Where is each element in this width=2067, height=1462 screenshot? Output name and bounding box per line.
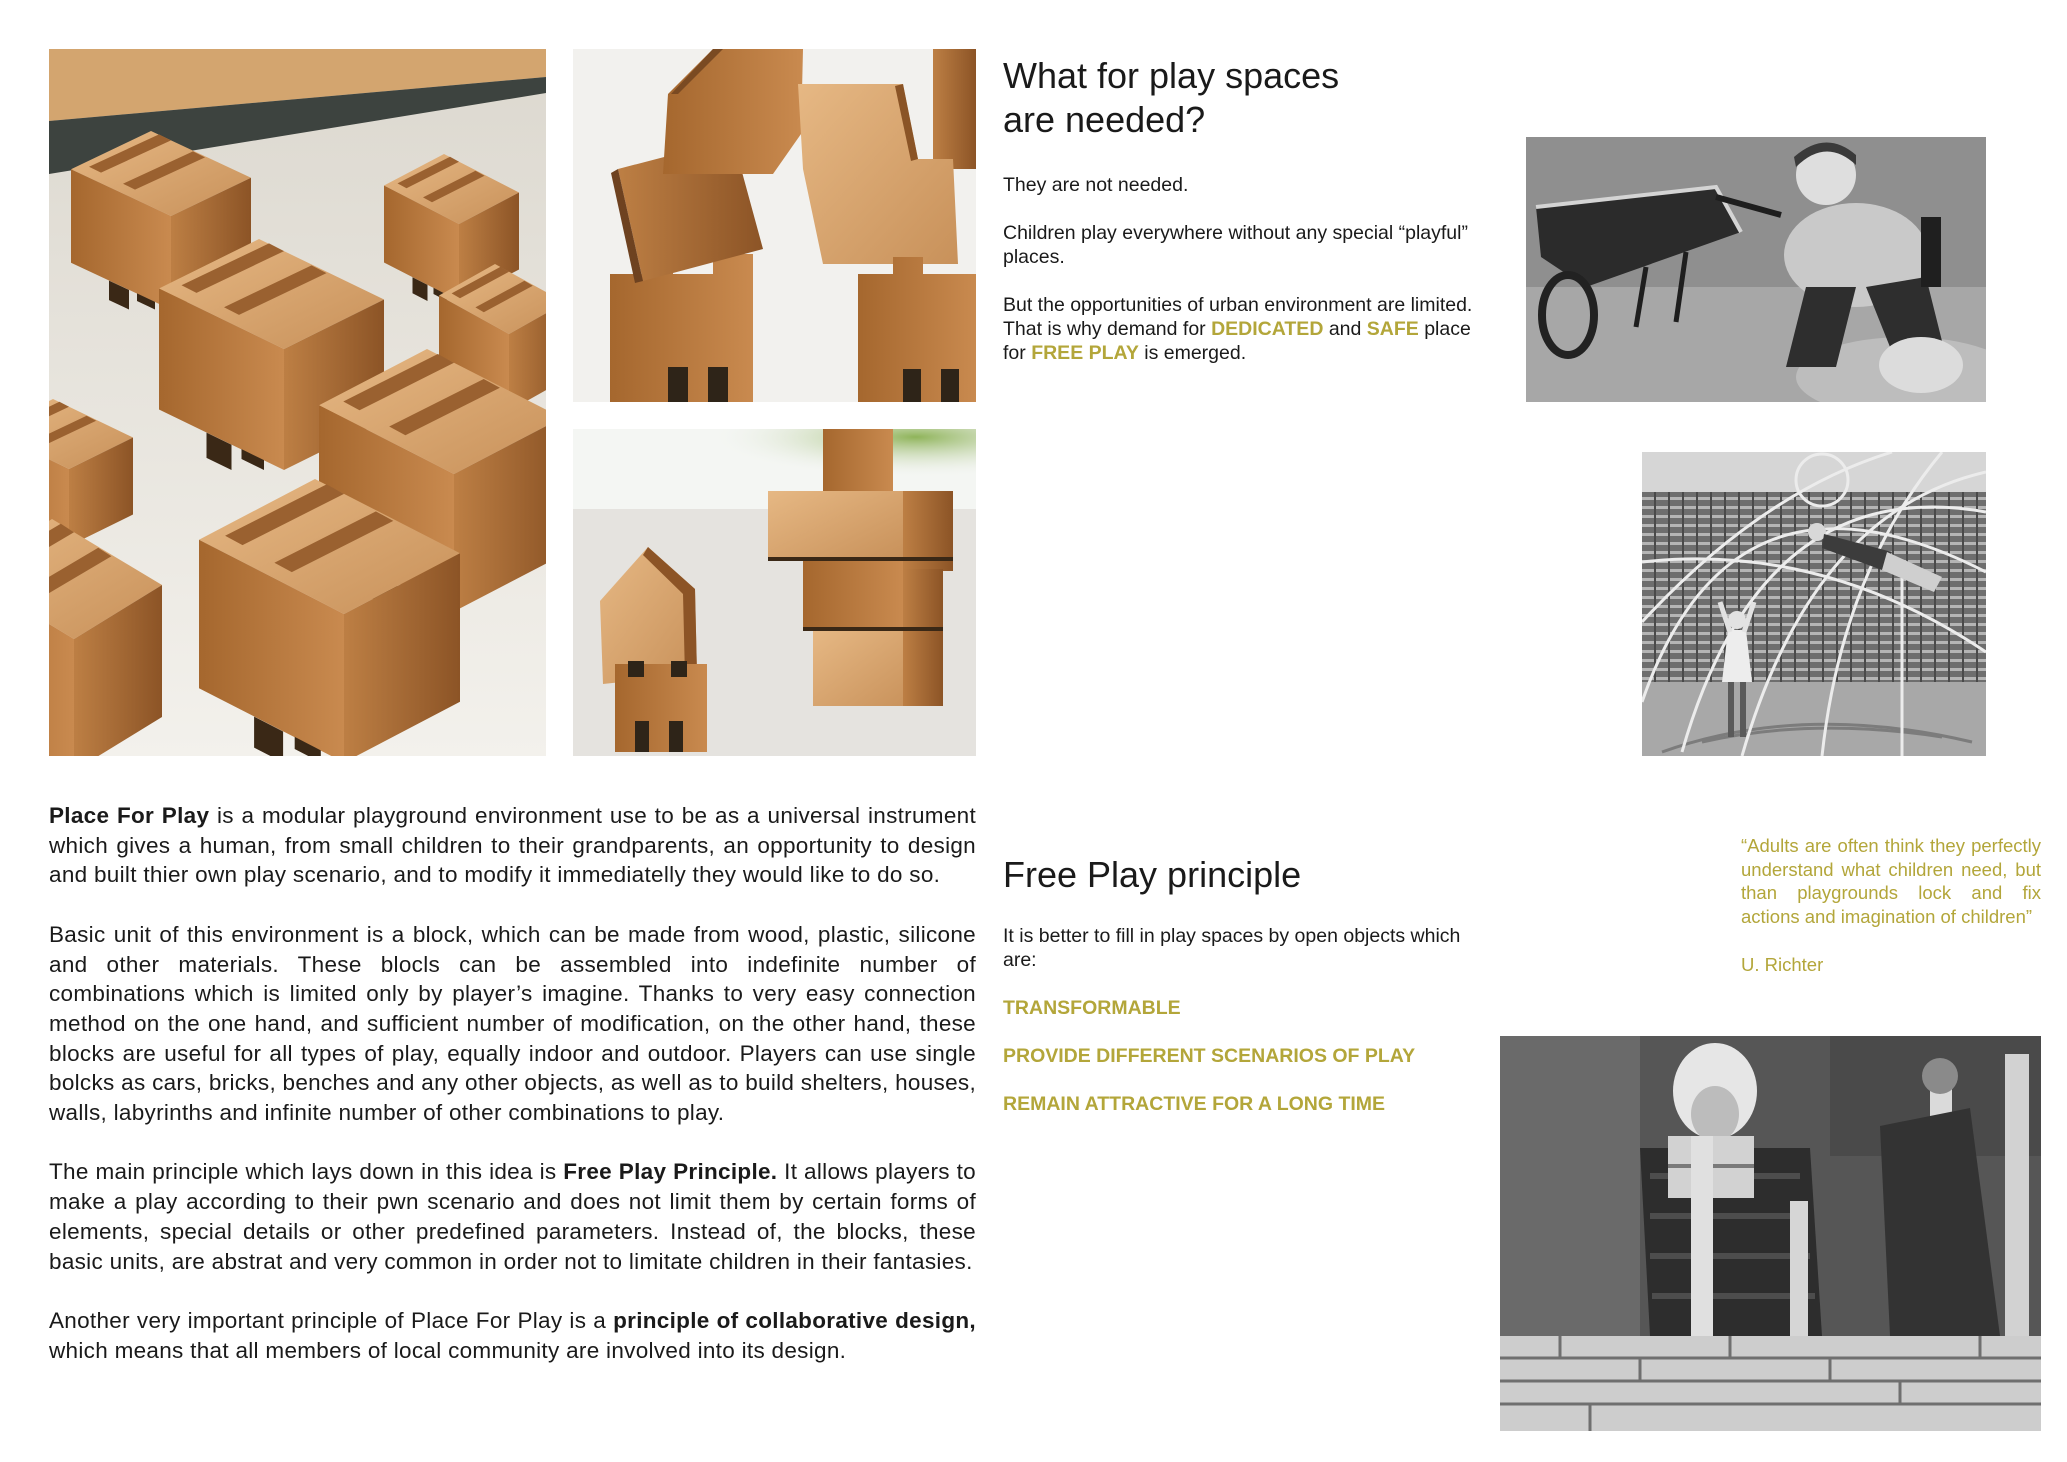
principle-section <box>1003 924 1488 1140</box>
quote-text: “Adults are often think they perfectly understand what children need, but than playgrounds lock and fix actions and imagination of children” <box>1741 835 2041 928</box>
wooden-house-image <box>573 429 976 756</box>
principle-item: PROVIDE DIFFERENT SCENARIOS OF PLAY <box>1003 1045 1416 1067</box>
body-text-segment: which means that all members of local community are involved into its design. <box>49 1337 847 1363</box>
body-paragraph-3 <box>49 1157 976 1276</box>
free-play-principle-term: Free Play Principle. <box>563 1159 778 1185</box>
intro-paragraph-2: Children play everywhere without any special “playful” places. <box>1003 222 1468 268</box>
intro-text-segment: But the opportunities of urban environment are limited. That is why demand for <box>1003 294 1473 340</box>
safe-keyword: SAFE <box>1366 318 1419 340</box>
principle-list <box>1003 996 1488 1116</box>
free-play-keyword: FREE PLAY <box>1031 342 1139 364</box>
body-text-segment: It allows players to make a play according to their pwn scenario and does not limit them by certain forms of elements, special details or other predefined parameters. Instead of, the blocks, these basic units, are abstrat and very common in order not to limitate children in their fantasies. <box>49 1159 976 1274</box>
principle-item: REMAIN ATTRACTIVE FOR A LONG TIME <box>1003 1093 1386 1115</box>
intro-paragraph-1: They are not needed. <box>1003 174 1189 196</box>
kids-building-image <box>1500 1036 2041 1431</box>
quote <box>1741 834 2041 976</box>
body-text <box>49 801 976 1365</box>
child-wheelbarrow-image <box>1526 137 1986 402</box>
wooden-arch-image <box>573 49 976 402</box>
body-paragraph-2: Basic unit of this environment is a block, which can be made from wood, plastic, silicone and other materials. These blocls can be assembled into indefinite number of combinations which is limited only by player’s imagine. Thanks to very easy connection method on the one hand, and sufficient number of modification, on the other hand, these blocks are useful for all types of play, equally indoor and outdoor. Players can use single bolcks as cars, bricks, benches and any other objects, as well as to build shelters, houses, walls, labyrinths and infinite number of other combinations to play. <box>49 921 976 1126</box>
principle-intro: It is better to fill in play spaces by open objects which are: <box>1003 925 1461 971</box>
place-for-play-title: Place For Play <box>49 803 210 828</box>
principle-heading: Free Play principle <box>1003 854 1302 895</box>
kids-building-photo <box>1500 1036 2041 1431</box>
intro-heading <box>1003 54 1339 142</box>
body-text-segment: is a modular playground environment use to be as a universal instrument which gives a human, from small children to their grandparents, an opportunity to design and built thier own play scenario, and to modify it immediatelly they would like to do so. <box>49 803 976 888</box>
child-wheelbarrow-photo <box>1526 137 1986 402</box>
intro-text-segment: is emerged. <box>1138 342 1247 364</box>
quote-author: U. Richter <box>1741 953 1824 975</box>
wooden-house-photo <box>573 429 976 756</box>
intro-paragraph-3 <box>1003 293 1488 365</box>
intro-text <box>1003 173 1488 389</box>
wooden-blocks-image <box>49 49 546 756</box>
climbing-dome-image <box>1642 452 1986 756</box>
wooden-arch-photo <box>573 49 976 402</box>
intro-heading-line-1: What for play spaces <box>1003 55 1340 96</box>
climbing-dome-photo <box>1642 452 1986 756</box>
body-text-segment: The main principle which lays down in this idea is <box>49 1159 564 1185</box>
body-paragraph-4 <box>49 1306 976 1365</box>
body-paragraph-1 <box>49 801 976 890</box>
collaborative-design-term: principle of collaborative design, <box>613 1307 976 1333</box>
body-text-segment: Another very important principle of Place For Play is a <box>49 1307 614 1333</box>
dedicated-keyword: DEDICATED <box>1211 318 1324 340</box>
intro-heading-line-2: are needed? <box>1003 99 1206 140</box>
block-wall <box>1500 1336 2041 1431</box>
intro-text-segment: and <box>1323 318 1367 340</box>
principle-item: TRANSFORMABLE <box>1003 997 1181 1019</box>
wooden-blocks-photo <box>49 49 546 756</box>
intro-text-segment: place for <box>1003 318 1471 364</box>
